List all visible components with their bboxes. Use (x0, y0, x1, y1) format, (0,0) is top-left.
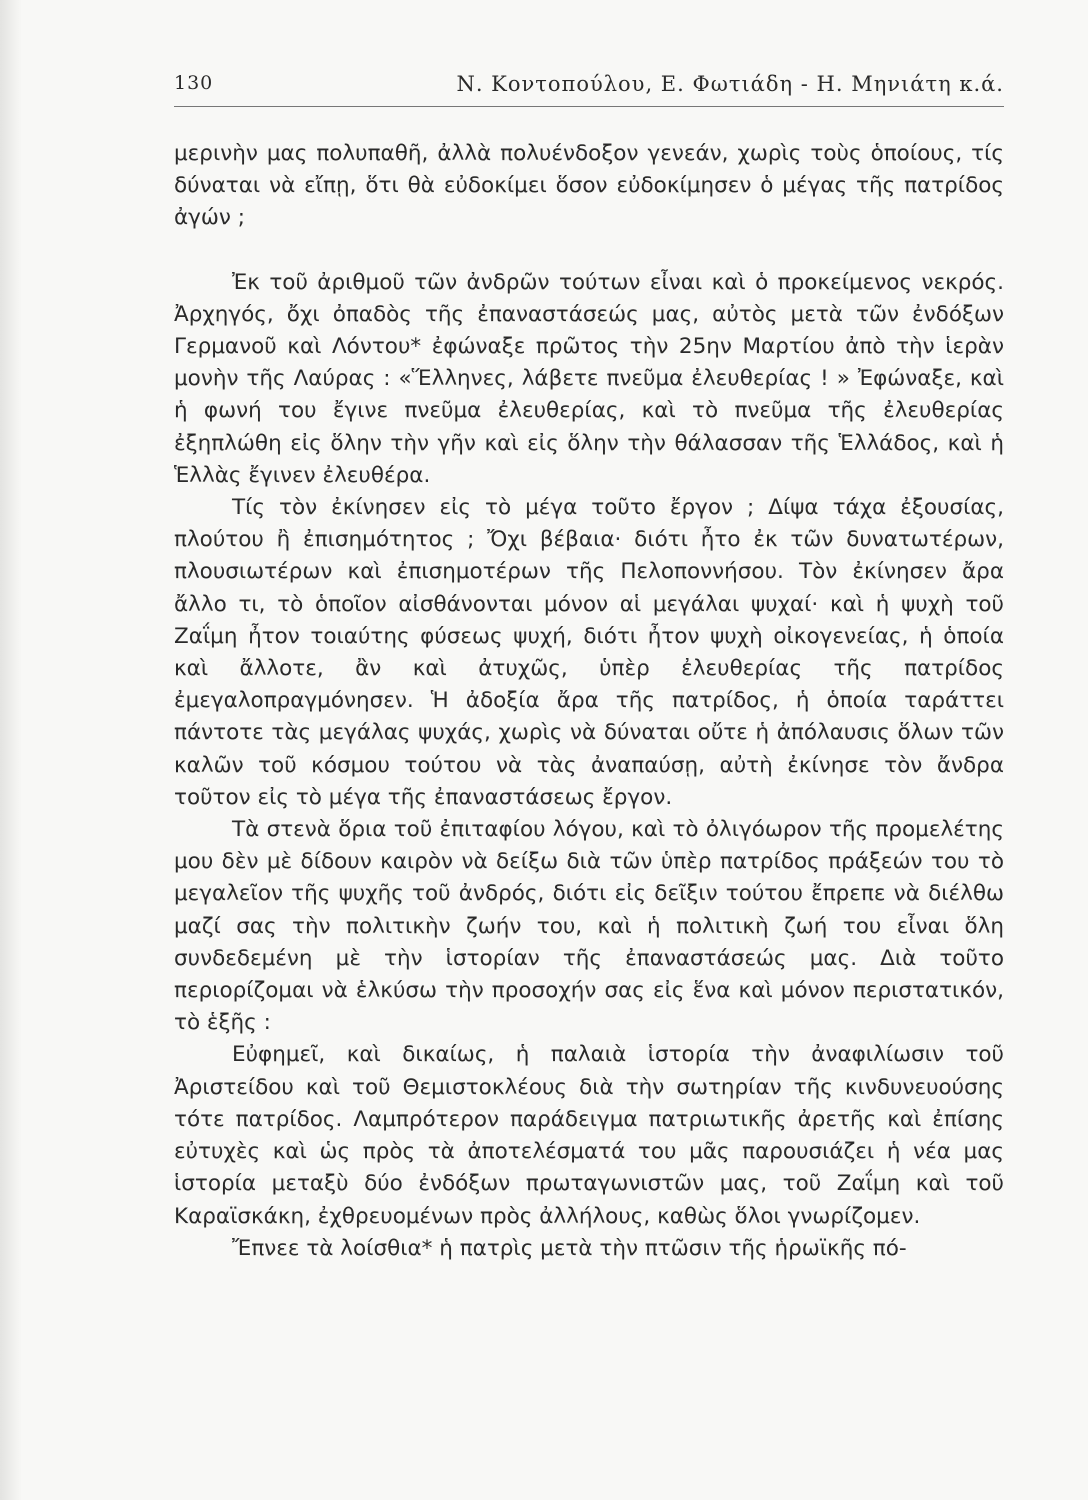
header-rule (174, 106, 1004, 107)
paragraph: Εὐφημεῖ, καὶ δικαίως, ἡ παλαιὰ ἱστορία τὴν ἀναφιλίωσιν τοῦ Ἀριστείδου καὶ τοῦ Θεμιστοκλέους διὰ τὴν σωτηρίαν τῆς κινδυνευούσης τότε πατρίδος. Λαμπρότερον παράδειγμα πατριωτικῆς ἀρετῆς καὶ ἐπίσης εὐτυχὲς καὶ ὡς πρὸς τὰ ἀποτελέσματά του μᾶς παρουσιάζει ἡ νέα μας ἱστορία μεταξὺ δύο ἐνδόξων πρωταγωνιστῶν μας, τοῦ Ζαΐμη καὶ τοῦ Καραϊσκάκη, ἐχθρευομένων πρὸς ἀλλήλους, καθὼς ὅλοι γνωρίζομεν. (174, 1042, 1004, 1229)
paragraph: Τίς τὸν ἐκίνησεν εἰς τὸ μέγα τοῦτο ἔργον ; Δίψα τάχα ἐξουσίας, πλούτου ἢ ἐπισημότητος ; Ὄχι βέβαια· διότι ἦτο ἐκ τῶν δυνατωτέρων, πλουσιωτέρων καὶ ἐπισημοτέρων τῆς Πελοποννήσου. Τὸν ἐκίνησεν ἄρα ἄλλο τι, τὸ ὁποῖον αἰσθάνονται μόνον αἱ μεγάλαι ψυχαί· καὶ ἡ ψυχὴ τοῦ Ζαΐμη ἦτον τοιαύτης φύσεως ψυχή, διότι ἦτον ψυχὴ οἰκογενείας, ἡ ὁποία καὶ ἄλλοτε, ἂν καὶ ἀτυχῶς, ὑπὲρ ἐλευθερίας τῆς πατρίδος ἐμεγαλοπραγμόνησεν. Ἡ ἀδοξία ἄρα τῆς πατρίδος, ἡ ὁποία ταράττει πάντοτε τὰς μεγάλας ψυχάς, χωρὶς νὰ δύναται οὔτε ἡ ἀπόλαυσις ὅλων τῶν καλῶν τοῦ κόσμου τούτου νὰ τὰς ἀναπαύσῃ, αὐτὴ ἐκίνησε τὸν ἄνδρα τοῦτον εἰς τὸ μέγα τῆς ἐπαναστάσεως ἔργον. (174, 495, 1004, 810)
paragraph: Τὰ στενὰ ὅρια τοῦ ἐπιταφίου λόγου, καὶ τὸ ὀλιγόωρον τῆς προμελέτης μου δὲν μὲ δίδουν καιρὸν νὰ δείξω διὰ τῶν ὑπὲρ πατρίδος πράξεών του τὸ μεγαλεῖον τῆς ψυχῆς τοῦ ἀνδρός, διότι εἰς δεῖξιν τούτου ἔπρεπε νὰ διέλθω μαζί σας τὴν πολιτικὴν ζωήν του, καὶ ἡ πολιτικὴ ζωή του εἶναι ὅλη συνδεδεμένη μὲ τὴν ἱστορίαν τῆς ἐπαναστάσεώς μας. Διὰ τοῦτο περιορίζομαι νὰ ἑλκύσω τὴν προσοχήν σας εἰς ἕνα καὶ μόνον περιστατικόν, τὸ ἑξῆς : (174, 817, 1004, 1036)
paragraph: Ἐκ τοῦ ἀριθμοῦ τῶν ἀνδρῶν τούτων εἶναι καὶ ὁ προκείμενος νεκρός. Ἀρχηγός, ὄχι ὀπαδὸς τῆς ἐπαναστάσεώς μας, αὐτὸς μετὰ τῶν ἐνδόξων Γερμανοῦ καὶ Λόντου* ἐφώναξε πρῶτος τὴν 25ην Μαρτίου ἀπὸ τὴν ἱερὰν μονὴν τῆς Λαύρας : «Ἕλληνες, λάβετε πνεῦμα ἐλευθερίας ! » Ἐφώναξε, καὶ ἡ φωνή του ἔγινε πνεῦμα ἐλευθερίας, καὶ τὸ πνεῦμα τῆς ἐλευθερίας ἐξηπλώθη εἰς ὅλην τὴν γῆν καὶ εἰς ὅλην τὴν θάλασσαν τῆς Ἑλλάδος, καὶ ἡ Ἑλλὰς ἔγινεν ἐλευθέρα. (174, 269, 1004, 488)
running-head (174, 68, 1004, 102)
running-title: Ν. Κοντοπούλου, Ε. Φωτιάδη - Η. Μηνιάτη κ.ά. (456, 72, 1004, 96)
paragraph-continuation: μερινὴν μας πολυπαθῆ, ἀλλὰ πολυένδοξον γενεάν, χωρὶς τοὺς ὁποίους, τίς δύναται νὰ εἴπῃ, ὅτι θὰ εὐδοκίμει ὅσον εὐδοκίμησεν ὁ μέγας τῆς πατρίδος ἀγών ; (174, 141, 1004, 231)
paragraph: Ἔπνεε τὰ λοίσθια* ἡ πατρὶς μετὰ τὴν πτῶσιν τῆς ἡρωϊκῆς πό- (232, 1235, 907, 1261)
body-text (174, 138, 1004, 1265)
page-number: 130 (174, 72, 214, 94)
